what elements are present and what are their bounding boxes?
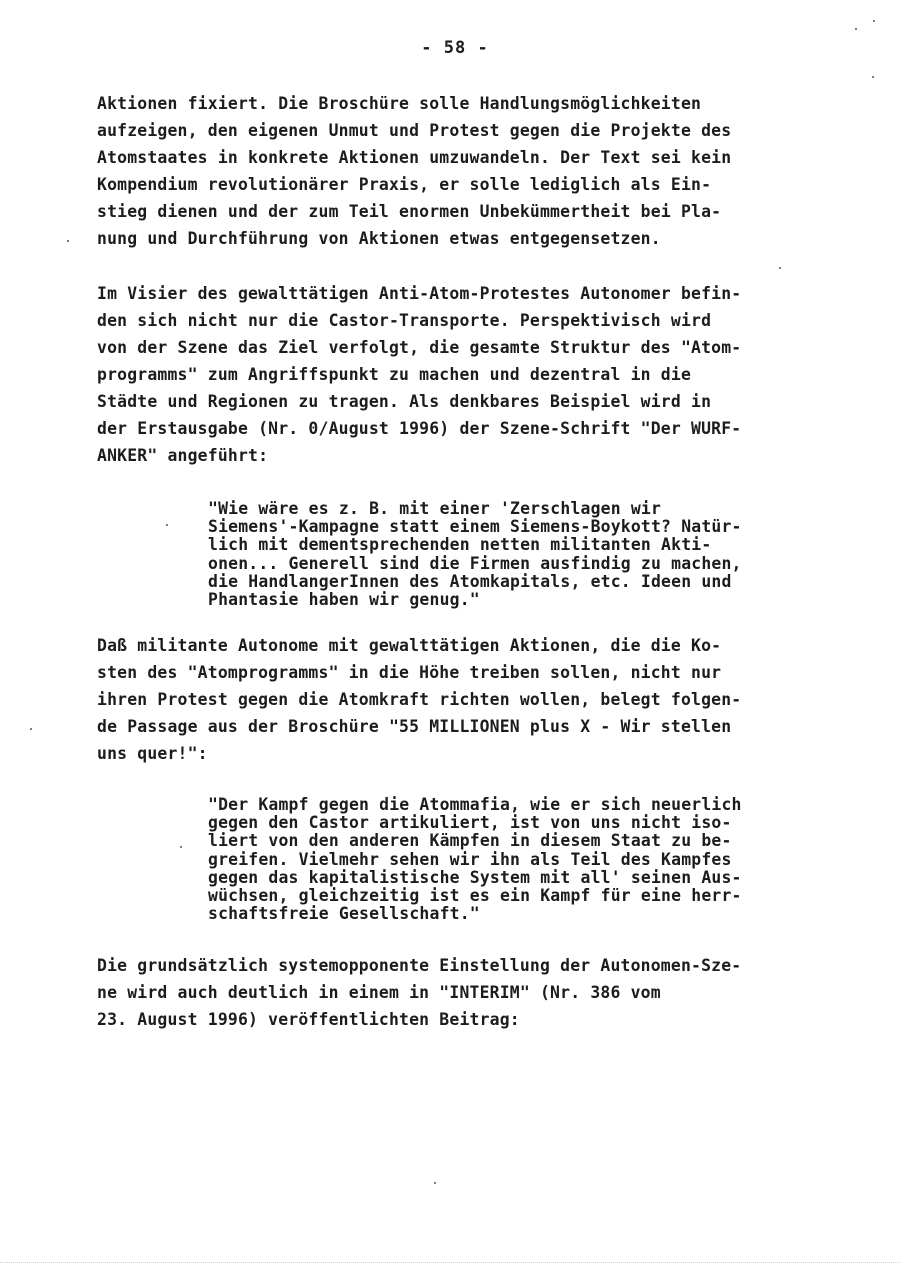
quote-line: liert von den anderen Kämpfen in diesem Staat zu be- <box>208 831 732 851</box>
quote-line: "Wie wäre es z. B. mit einer 'Zerschlagen wir <box>208 499 662 518</box>
text-line: Städte und Regionen zu tragen. Als denkbares Beispiel wird in <box>97 392 712 411</box>
scan-speck <box>30 728 32 730</box>
page-number: - 58 - <box>421 38 489 58</box>
text-line: nung und Durchführung von Aktionen etwas entgegensetzen. <box>97 229 661 248</box>
scan-border-noise <box>0 1262 900 1265</box>
text-line: de Passage aus der Broschüre "55 MILLIONEN plus X - Wir stellen <box>97 717 732 736</box>
paragraph-2 <box>97 280 741 469</box>
text-line: Kompendium revolutionärer Praxis, er solle lediglich als Ein- <box>97 175 712 194</box>
text-line: sten des "Atomprogramms" in die Höhe treiben sollen, nicht nur <box>97 663 722 682</box>
quote-line: gegen den Castor artikuliert, ist von uns nicht iso- <box>208 813 732 833</box>
scan-speck <box>872 76 874 78</box>
text-line: stieg dienen und der zum Teil enormen Unbekümmertheit bei Pla- <box>97 202 722 221</box>
text-line: ANKER" angeführt: <box>97 446 269 465</box>
scan-speck <box>166 524 168 526</box>
text-line: 23. August 1996) veröffentlichten Beitrag: <box>97 1010 520 1029</box>
scan-speck <box>434 1182 436 1184</box>
text-line: ne wird auch deutlich in einem in "INTERIM" (Nr. 386 vom <box>97 983 661 1002</box>
block-quote-2 <box>208 796 742 923</box>
text-line: Daß militante Autonome mit gewalttätigen Aktionen, die die Ko- <box>97 636 722 655</box>
paragraph-4 <box>97 952 741 1033</box>
quote-line: Siemens'-Kampagne statt einem Siemens-Boykott? Natür- <box>208 517 742 537</box>
text-line: aufzeigen, den eigenen Unmut und Protest gegen die Projekte des <box>97 121 732 140</box>
text-line: ihren Protest gegen die Atomkraft richten wollen, belegt folgen- <box>97 690 742 709</box>
quote-line: onen... Generell sind die Firmen ausfindig zu machen, <box>208 553 742 573</box>
text-line: programms" zum Angriffspunkt zu machen und dezentral in die <box>97 365 692 384</box>
text-line: Aktionen fixiert. Die Broschüre solle Handlungsmöglichkeiten <box>97 94 702 113</box>
text-line: uns quer!": <box>97 744 208 763</box>
paragraph-3 <box>97 632 741 767</box>
text-line: von der Szene das Ziel verfolgt, die gesamte Struktur des "Atom- <box>97 338 742 357</box>
text-line: der Erstausgabe (Nr. 0/August 1996) der Szene-Schrift "Der WURF- <box>97 419 742 438</box>
quote-line: wüchsen, gleichzeitig ist es ein Kampf für eine herr- <box>208 886 742 906</box>
scan-speck <box>67 240 69 242</box>
text-line: Atomstaates in konkrete Aktionen umzuwandeln. Der Text sei kein <box>97 148 732 167</box>
text-line: Im Visier des gewalttätigen Anti-Atom-Protestes Autonomer befin- <box>97 284 742 303</box>
text-line: den sich nicht nur die Castor-Transporte. Perspektivisch wird <box>97 311 712 330</box>
paragraph-1 <box>97 90 731 252</box>
scan-speck <box>855 28 857 30</box>
quote-line: schaftsfreie Gesellschaft." <box>208 904 480 924</box>
quote-line: lich mit dementsprechenden netten militanten Akti- <box>208 535 712 555</box>
text-line: Die grundsätzlich systemopponente Einstellung der Autonomen-Sze- <box>97 956 742 975</box>
scan-speck <box>779 267 781 269</box>
scan-speck <box>873 20 875 22</box>
quote-line: gegen das kapitalistische System mit all' seinen Aus- <box>208 867 742 887</box>
quote-line: greifen. Vielmehr sehen wir ihn als Teil des Kampfes <box>208 849 732 869</box>
scan-speck <box>180 846 182 848</box>
block-quote-1 <box>208 500 742 609</box>
quote-line: die HandlangerInnen des Atomkapitals, etc. Ideen und <box>208 571 732 591</box>
quote-line: Phantasie haben wir genug." <box>208 590 480 610</box>
quote-line: "Der Kampf gegen die Atommafia, wie er sich neuerlich <box>208 795 742 814</box>
